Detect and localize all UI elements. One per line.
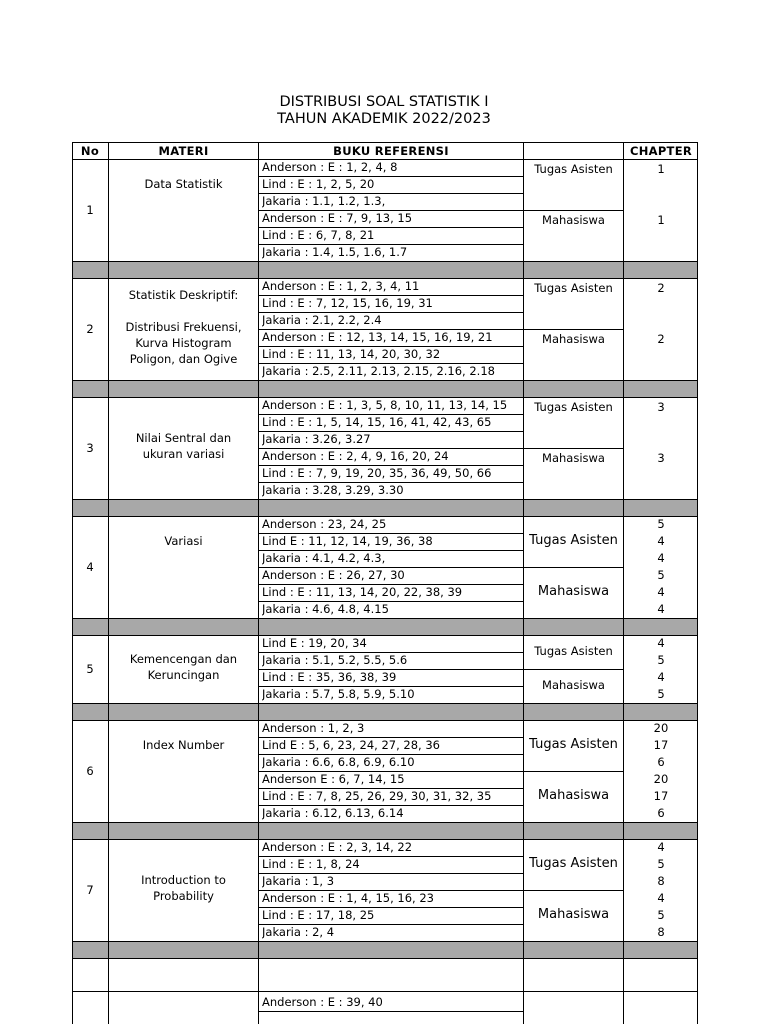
section-separator xyxy=(72,500,698,516)
type-tugas-asisten: Tugas Asisten xyxy=(529,736,618,752)
reference-entry: Anderson : E : 1, 2, 4, 8 xyxy=(262,160,398,174)
materi-cell xyxy=(109,651,258,683)
materi-line: Keruncingan xyxy=(147,668,220,682)
materi-line: Statistik Deskriptif: xyxy=(128,288,239,302)
reference-entry: Anderson : E : 1, 3, 5, 8, 10, 11, 13, 14, 15 xyxy=(262,398,508,412)
type-mahasiswa: Mahasiswa xyxy=(537,583,610,599)
chapter-value: 4 xyxy=(657,891,665,905)
reference-entry: Anderson : E : 2, 3, 14, 22 xyxy=(262,840,413,854)
materi-cell xyxy=(109,430,258,462)
materi-line: ukuran variasi xyxy=(142,447,225,461)
section-separator xyxy=(72,381,698,397)
row-number: 7 xyxy=(86,883,94,897)
reference-entry: Jakaria : 5.7, 5.8, 5.9, 5.10 xyxy=(262,687,415,701)
type-mahasiswa: Mahasiswa xyxy=(537,906,610,922)
column-line xyxy=(108,142,109,1024)
chapter-value: 1 xyxy=(657,213,665,227)
reference-entry: Lind : E : 11, 13, 14, 20, 30, 32 xyxy=(262,347,441,361)
materi-line: Distribusi Frekuensi, xyxy=(125,320,242,334)
ref-line xyxy=(259,1011,523,1012)
chapter-value: 5 xyxy=(657,857,665,871)
chapter-value: 5 xyxy=(657,568,665,582)
type-tugas-asisten: Tugas Asisten xyxy=(529,532,618,548)
reference-entry: Anderson : E : 1, 4, 15, 16, 23 xyxy=(262,891,434,905)
reference-entry: Jakaria : 4.6, 4.8, 4.15 xyxy=(262,602,389,616)
chapter-value: 5 xyxy=(657,653,665,667)
chapter-value: 4 xyxy=(657,534,665,548)
materi-cell xyxy=(109,533,258,549)
chapter-value: 3 xyxy=(657,400,665,414)
chapter-value: 6 xyxy=(657,755,665,769)
type-tugas-asisten: Tugas Asisten xyxy=(534,644,613,658)
reference-entry: Lind : E : 7, 9, 19, 20, 35, 36, 49, 50, 66 xyxy=(262,466,492,480)
chapter-value: 8 xyxy=(657,874,665,888)
chapter-value: 4 xyxy=(657,840,665,854)
chapter-value: 4 xyxy=(657,670,665,684)
reference-entry: Lind : E : 7, 12, 15, 16, 19, 31 xyxy=(262,296,433,310)
reference-entry: Jakaria : 2.5, 2.11, 2.13, 2.15, 2.16, 2.18 xyxy=(262,364,495,378)
materi-cell xyxy=(109,872,258,904)
group-divider xyxy=(523,669,623,670)
group-divider xyxy=(523,890,623,891)
distribution-table xyxy=(72,142,698,1024)
section-separator xyxy=(72,823,698,839)
chapter-value: 17 xyxy=(653,738,669,752)
reference-entry: Anderson E : 6, 7, 14, 15 xyxy=(262,772,405,786)
reference-entry: Anderson : E : 26, 27, 30 xyxy=(262,568,405,582)
chapter-value: 2 xyxy=(657,281,665,295)
group-divider xyxy=(523,567,623,568)
materi-line: Probability xyxy=(153,889,214,903)
reference-entry: Anderson : 1, 2, 3 xyxy=(262,721,365,735)
materi-line: Nilai Sentral dan xyxy=(135,431,232,445)
chapter-value: 17 xyxy=(653,789,669,803)
reference-entry: Lind : E : 6, 7, 8, 21 xyxy=(262,228,375,242)
reference-entry: Anderson : E : 39, 40 xyxy=(262,995,383,1009)
reference-entry: Jakaria : 1, 3 xyxy=(262,874,335,888)
reference-entry: Lind : E : 1, 2, 5, 20 xyxy=(262,177,375,191)
reference-entry: Anderson : E : 12, 13, 14, 15, 16, 19, 21 xyxy=(262,330,493,344)
type-mahasiswa: Mahasiswa xyxy=(542,332,605,346)
chapter-value: 4 xyxy=(657,602,665,616)
column-line xyxy=(258,142,259,1024)
chapter-value: 8 xyxy=(657,925,665,939)
section-separator xyxy=(72,942,698,958)
chapter-value: 5 xyxy=(657,908,665,922)
table-border-right xyxy=(697,142,698,1024)
type-mahasiswa: Mahasiswa xyxy=(542,678,605,692)
row-number: 6 xyxy=(86,764,94,778)
materi-line: Kurva Histogram xyxy=(135,336,232,350)
type-mahasiswa: Mahasiswa xyxy=(537,787,610,803)
type-tugas-asisten: Tugas Asisten xyxy=(534,162,613,176)
reference-entry: Jakaria : 3.26, 3.27 xyxy=(262,432,371,446)
reference-entry: Lind : E : 1, 5, 14, 15, 16, 41, 42, 43, 65 xyxy=(262,415,492,429)
materi-line: Data Statistik xyxy=(144,177,223,191)
reference-entry: Lind : E : 35, 36, 38, 39 xyxy=(262,670,397,684)
group-divider xyxy=(523,771,623,772)
reference-entry: Jakaria : 3.28, 3.29, 3.30 xyxy=(262,483,404,497)
chapter-value: 1 xyxy=(657,162,665,176)
reference-entry: Anderson : E : 1, 2, 3, 4, 11 xyxy=(262,279,420,293)
reference-entry: Jakaria : 6.12, 6.13, 6.14 xyxy=(262,806,404,820)
chapter-value: 4 xyxy=(657,551,665,565)
materi-cell xyxy=(109,737,258,753)
column-line xyxy=(523,142,524,1024)
type-tugas-asisten: Tugas Asisten xyxy=(534,400,613,414)
reference-entry: Jakaria : 4.1, 4.2, 4.3, xyxy=(262,551,386,565)
chapter-value: 5 xyxy=(657,687,665,701)
header-materi: MATERI xyxy=(158,144,209,158)
column-line xyxy=(623,142,624,1024)
type-tugas-asisten: Tugas Asisten xyxy=(534,281,613,295)
reference-entry: Lind E : 11, 12, 14, 19, 36, 38 xyxy=(262,534,433,548)
materi-line: Introduction to xyxy=(141,873,226,887)
chapter-value: 5 xyxy=(657,517,665,531)
separator-bottom-line xyxy=(72,958,698,959)
chapter-value: 6 xyxy=(657,806,665,820)
reference-entry: Jakaria : 2.1, 2.2, 2.4 xyxy=(262,313,382,327)
reference-entry: Anderson : E : 2, 4, 9, 16, 20, 24 xyxy=(262,449,449,463)
empty-row-bottom-line xyxy=(72,991,698,992)
column-line xyxy=(72,142,73,1024)
chapter-value: 3 xyxy=(657,451,665,465)
group-divider xyxy=(523,210,623,211)
row-number: 1 xyxy=(86,203,94,217)
chapter-value: 4 xyxy=(657,636,665,650)
materi-line: Kemencengan dan xyxy=(129,652,238,666)
section-separator xyxy=(72,262,698,278)
group-divider xyxy=(523,329,623,330)
reference-entry: Jakaria : 6.6, 6.8, 6.9, 6.10 xyxy=(262,755,415,769)
reference-entry: Anderson : 23, 24, 25 xyxy=(262,517,387,531)
chapter-value: 20 xyxy=(653,721,669,735)
materi-line: Variasi xyxy=(164,534,203,548)
table-border-top xyxy=(72,142,698,143)
type-mahasiswa: Mahasiswa xyxy=(542,213,605,227)
type-mahasiswa: Mahasiswa xyxy=(542,451,605,465)
section-separator xyxy=(72,704,698,720)
reference-entry: Anderson : E : 7, 9, 13, 15 xyxy=(262,211,413,225)
reference-entry: Lind : E : 17, 18, 25 xyxy=(262,908,375,922)
materi-cell xyxy=(109,287,258,367)
header-no: No xyxy=(80,144,100,158)
section-separator xyxy=(72,619,698,635)
row-number: 2 xyxy=(86,322,94,336)
reference-entry: Lind : E : 7, 8, 25, 26, 29, 30, 31, 32, 35 xyxy=(262,789,492,803)
document-title-line-1: DISTRIBUSI SOAL STATISTIK I xyxy=(279,94,489,110)
chapter-value: 2 xyxy=(657,332,665,346)
row-number: 5 xyxy=(86,662,94,676)
header-chapter: CHAPTER xyxy=(629,144,693,158)
header-buku-referensi: BUKU REFERENSI xyxy=(333,144,449,158)
reference-entry: Jakaria : 1.4, 1.5, 1.6, 1.7 xyxy=(262,245,408,259)
reference-entry: Lind : E : 1, 8, 24 xyxy=(262,857,360,871)
materi-line xyxy=(109,303,258,319)
materi-cell xyxy=(109,176,258,192)
group-divider xyxy=(523,448,623,449)
reference-entry: Lind : E : 11, 13, 14, 20, 22, 38, 39 xyxy=(262,585,463,599)
document-title-line-2: TAHUN AKADEMIK 2022/2023 xyxy=(277,111,491,127)
type-tugas-asisten: Tugas Asisten xyxy=(529,855,618,871)
chapter-value: 4 xyxy=(657,585,665,599)
reference-entry: Jakaria : 1.1, 1.2, 1.3, xyxy=(262,194,386,208)
chapter-value: 20 xyxy=(653,772,669,786)
reference-entry: Lind E : 19, 20, 34 xyxy=(262,636,367,650)
reference-entry: Lind E : 5, 6, 23, 24, 27, 28, 36 xyxy=(262,738,440,752)
row-number: 4 xyxy=(86,560,94,574)
reference-entry: Jakaria : 5.1, 5.2, 5.5, 5.6 xyxy=(262,653,408,667)
reference-entry: Jakaria : 2, 4 xyxy=(262,925,335,939)
row-number: 3 xyxy=(86,441,94,455)
materi-line: Poligon, dan Ogive xyxy=(129,352,238,366)
materi-line: Index Number xyxy=(142,738,225,752)
